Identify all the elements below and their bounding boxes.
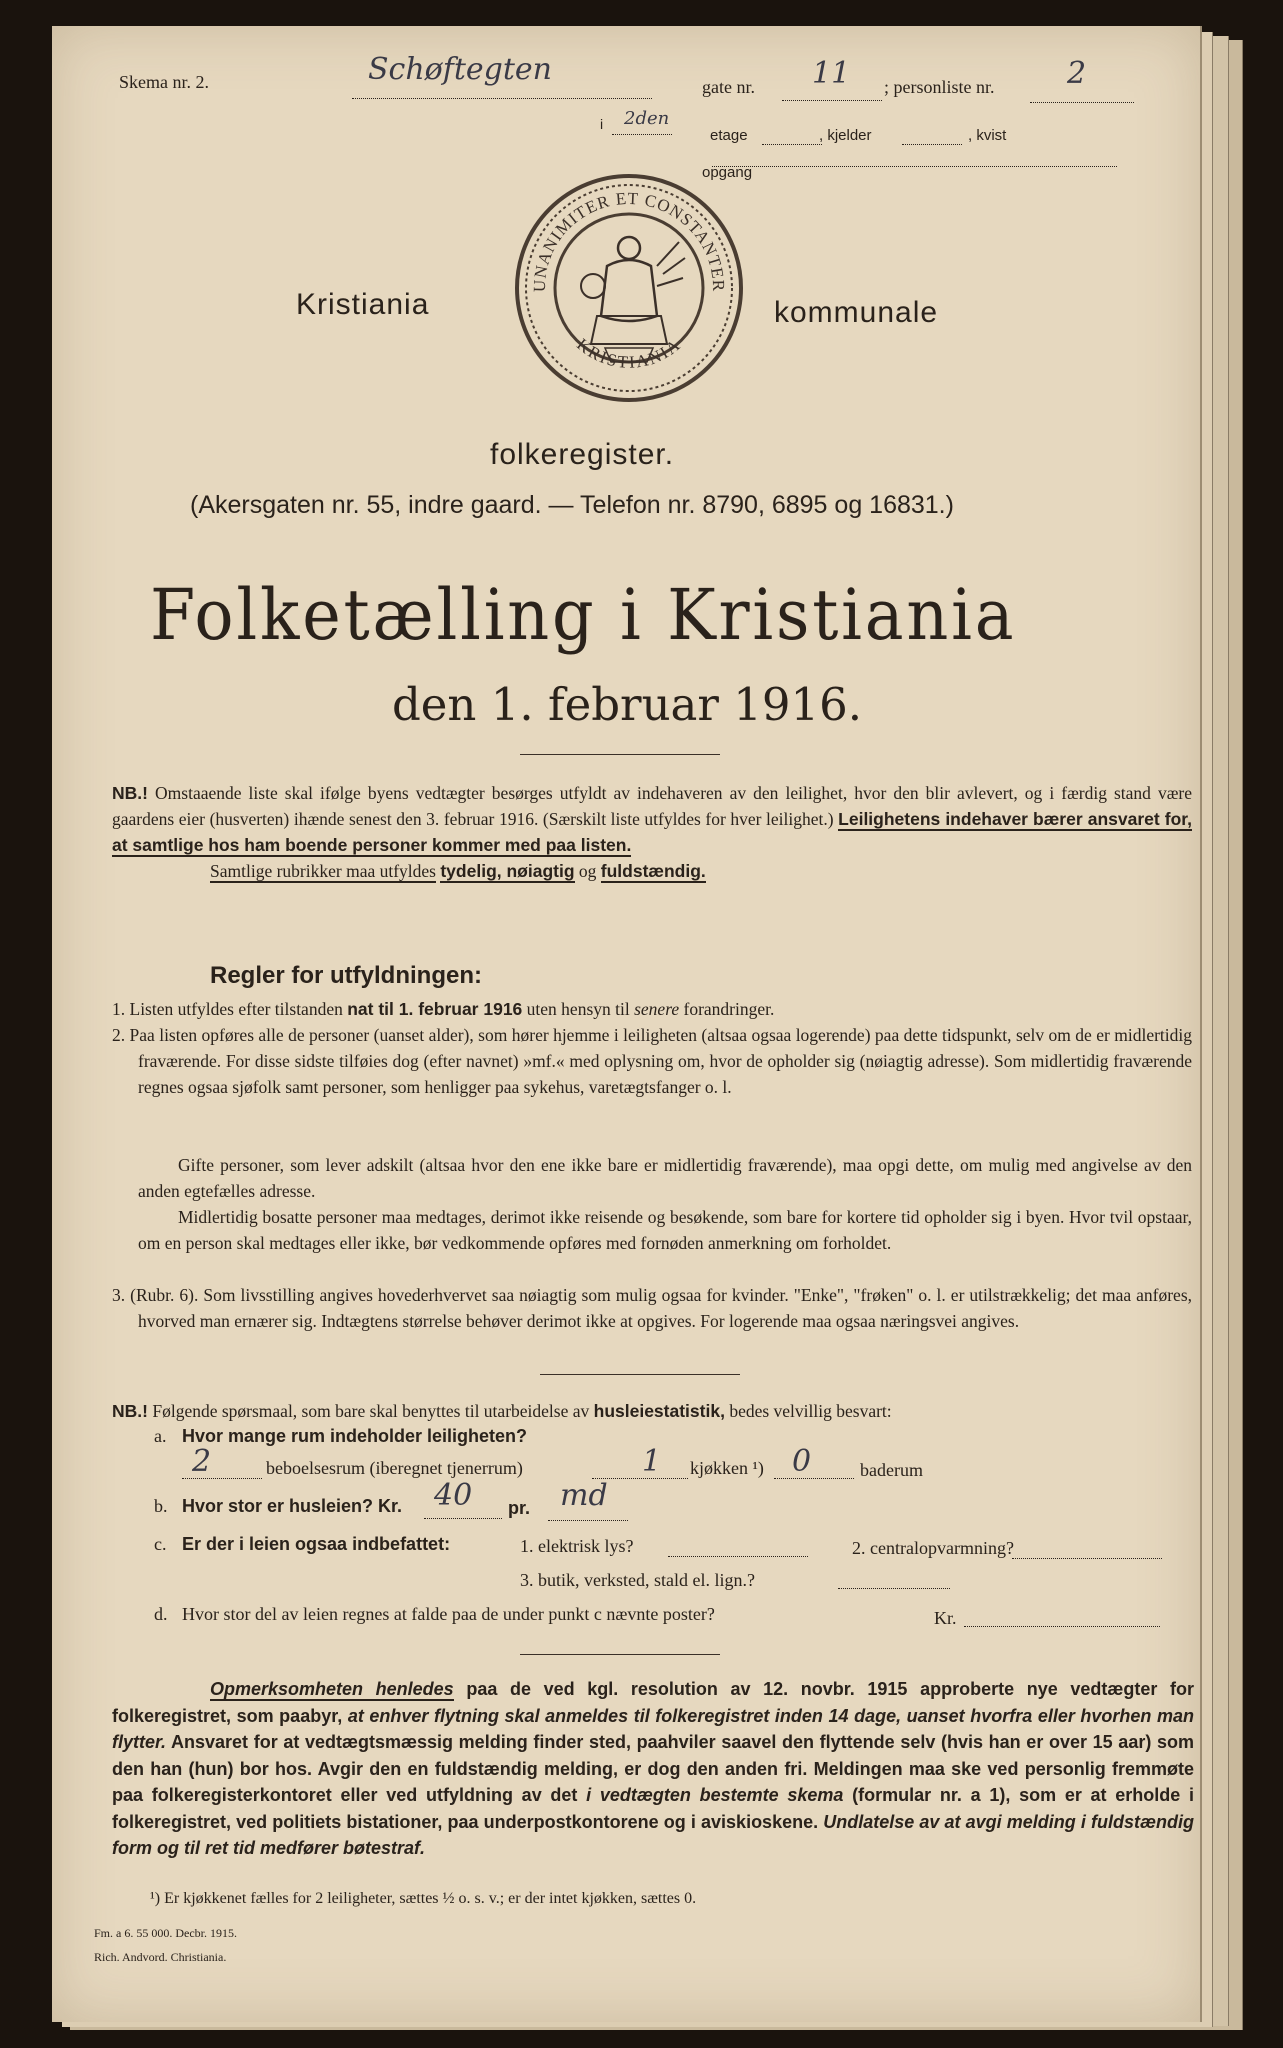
kvist-line: [902, 144, 962, 145]
main-title: Folketælling i Kristiania: [150, 574, 1017, 656]
rule-number: 2.: [112, 1025, 126, 1045]
imprint-line2: Rich. Andvord. Christiania.: [94, 1950, 227, 1964]
street-name-handwritten: Schøftegten: [368, 52, 552, 87]
d-line: [964, 1626, 1160, 1627]
question-d-kr: Kr.: [934, 1608, 957, 1628]
kvist-label: , kvist: [968, 127, 1007, 144]
i-label: i: [600, 116, 604, 132]
rule-bold: nat til 1. februar 1916: [347, 999, 523, 1019]
census-form: [52, 26, 1202, 2022]
personliste-line: [1030, 102, 1134, 103]
personliste-label: ; personliste nr.: [884, 77, 995, 97]
rule-2: [112, 1022, 1192, 1100]
nb-line2-d: fuldstændig.: [600, 861, 706, 881]
rule-text: forandringer.: [683, 999, 775, 1019]
street-line: [352, 98, 652, 99]
kjelder-line: [762, 144, 822, 145]
nb-notice-1: [112, 780, 1192, 884]
kristiania-seal-icon: [507, 166, 752, 411]
office-name: folkeregister.: [490, 438, 675, 471]
divider: [540, 1374, 740, 1375]
rule-italic: senere: [634, 999, 680, 1019]
rent-period: md: [560, 1478, 608, 1513]
rule-2-bosatte: [138, 1204, 1192, 1256]
etage-handwritten: 2den: [624, 108, 670, 129]
nb2-intro: Følgende spørsmaal, som bare skal benyttes til utarbeidelse av: [152, 1401, 590, 1421]
opgang-line: [712, 166, 1117, 167]
notice-text: paa de ved kgl. resolution av 12. novbr. 1915 approberte nye vedtægter for folkeregistret, som paabyr,: [112, 1679, 1194, 1726]
rent-value: 40: [434, 1478, 473, 1513]
rule-text: Paa listen opføres alle de personer (uanset alder), som hører hjemme i leiligheten (altsaa ogsaa logerende) paa dette tidspunkt, selv om de er midlertidig fraværende. For disse sidste tilføies dog (efter navnet) »mf.« med oplysning om, hvor de opholder sig (nøiagtig adresse). Som midlertidig fraværende regnes ogsaa sjøfolk samt personer, som henligger paa sykehus, varetægtsfanger o. l.: [129, 1025, 1192, 1097]
nb-text: Omstaaende liste skal ifølge byens vedtægter besørges utfyldt av indehaveren av den leilighet, hvor den blir avlevert, og i færdig stand være gaardens eier (husverten) ihænde senest den 3. februar 1916. (Særskilt liste utfyldes for hver leilighet.): [112, 783, 1192, 829]
nb-line2-c: og: [578, 861, 597, 881]
nb2-intro: bedes velvillig besvart:: [729, 1401, 892, 1421]
rooms-value: 2: [192, 1444, 212, 1479]
rule-text: Midlertidig bosatte personer maa medtages, derimot ikke reisende og besøkende, som bare for kortere tid opholder sig i byen. Hvor tvil opstaar, om en person skal medtages eller ikke, bør vedkommende opføres med fornøden anmerkning om forholdet.: [138, 1207, 1192, 1253]
c1-line: [668, 1556, 808, 1557]
question-c2: 2. centralopvarmning?: [852, 1538, 1014, 1558]
seal-bottom-text: KRISTIANIA: [573, 334, 685, 372]
notice-text: Ansvaret for at vedtægtsmæssig melding finder sted, paahviler saavel den flyttende selv (hvis han er over 15 aar) som den han (hun) bor hos. Avgir den en fuldstændig melding, er dog den anden fri. Meldingen maa ske ved personlig fremmøte paa folkeregisterkontoret eller ved utfyldning av det: [112, 1732, 1194, 1805]
rule-1: [112, 996, 1192, 1022]
rent-per: pr.: [508, 1498, 531, 1518]
office-left: Kristiania: [296, 288, 430, 321]
rule-3: [112, 1282, 1192, 1334]
rule-2-gifte: [138, 1152, 1192, 1204]
gate-number-handwritten: 11: [812, 56, 851, 91]
question-d-label: d.: [154, 1604, 168, 1624]
etage-line: [612, 134, 672, 135]
question-d: Hvor stor del av leien regnes at falde paa de under punkt c nævnte poster?: [182, 1604, 715, 1624]
skema-number: Skema nr. 2.: [119, 72, 209, 92]
question-c: Er der i leien ogsaa indbefattet:: [182, 1534, 451, 1554]
question-a: Hvor mange rum indeholder leiligheten?: [182, 1426, 528, 1446]
seal-top-text: UNANIMITER ET CONSTANTER: [529, 188, 729, 293]
nb-label: NB.!: [112, 1401, 148, 1421]
nb-line2-b: tydelig, nøiagtig: [440, 861, 575, 881]
rent-period-line: [548, 1520, 628, 1521]
rule-text: uten hensyn til: [526, 999, 630, 1019]
rule-text: (Rubr. 6). Som livsstilling angives hovederhvervet saa nøiagtig som mulig ogsaa for kvinder. "Enke", "frøken" o. l. er utilstrækkelig; det maa anføres, hvorved man ernærer sig. Indtægtens størrelse behøver derimot ikke at opgives. For logerende maa ogsaa næringsvei angives.: [130, 1285, 1193, 1331]
rent-line: [424, 1518, 502, 1519]
c2-line: [1012, 1558, 1162, 1559]
bath-line: [774, 1478, 854, 1479]
kitchen-label: kjøkken ¹): [690, 1458, 764, 1478]
rule-text: Gifte personer, som lever adskilt (altsaa hvor den ene ikke bare er midlertidig fraværende), maa opgi dette, om mulig med angivelse av den anden egtefælles adresse.: [138, 1155, 1192, 1201]
divider: [520, 754, 720, 755]
notice-italic: Undlatelse av at avgi melding i fuldstændig form og til ret tid medfører bøtestraf.: [112, 1811, 1194, 1858]
nb-line2-a: Samtlige rubrikker maa utfyldes: [210, 861, 436, 881]
footnote: ¹) Er kjøkkenet fælles for 2 leiligheter, sættes ½ o. s. v.; er der intet kjøkken, sættes 0.: [150, 1890, 697, 1907]
svg-text:KRISTIANIA: [573, 335, 685, 372]
rooms-label: beboelsesrum (iberegnet tjenerrum): [266, 1458, 523, 1478]
kjelder-label: , kjelder: [819, 127, 872, 144]
svg-text:UNANIMITER ET CONSTANTER: [530, 189, 728, 292]
title-date: den 1. februar 1916.: [392, 678, 863, 731]
c3-line: [838, 1588, 950, 1589]
question-a-label: a.: [154, 1426, 167, 1446]
nb-label: NB.!: [112, 783, 148, 803]
question-c3: 3. butik, verksted, stald el. lign.?: [520, 1570, 755, 1590]
imprint-line1: Fm. a 6. 55 000. Decbr. 1915.: [94, 1926, 237, 1940]
bath-value: 0: [792, 1444, 812, 1479]
etage-label: etage: [710, 127, 748, 144]
opgang-label: opgang: [702, 164, 753, 181]
notice-italic: at enhver flytning skal anmeldes til folkeregistret inden 14 dage, uanset hvorfra eller hvorhen man flytter.: [112, 1705, 1194, 1752]
notice-head: Opmerksomheten henledes: [210, 1679, 454, 1699]
nb-responsibility: Leilighetens indehaver bærer ansvaret for, at samtlige hos ham boende personer kommer med paa listen.: [112, 809, 1193, 855]
nb-notice-2: [112, 1398, 1192, 1424]
gate-line: [782, 100, 882, 101]
notice-text: (formular nr. a 1), som er at erholde i folkeregistret, ved politiets bistationer, paa underpostkontorene og i aviskioskene.: [112, 1785, 1195, 1832]
rule-number: 1.: [112, 999, 126, 1019]
personliste-number-handwritten: 2: [1067, 56, 1087, 91]
nb2-intro-bold: husleiestatistik,: [593, 1401, 725, 1421]
question-c-label: c.: [154, 1534, 167, 1554]
rule-number: 3.: [112, 1285, 126, 1305]
question-b: Hvor stor er husleien? Kr.: [182, 1496, 403, 1516]
question-b-label: b.: [154, 1496, 168, 1516]
kitchen-value: 1: [642, 1444, 662, 1479]
rooms-line: [182, 1478, 262, 1479]
office-right: kommunale: [774, 296, 939, 329]
office-address: (Akersgaten nr. 55, indre gaard. — Telefon nr. 8790, 6895 og 16831.): [190, 491, 954, 519]
rules-heading: Regler for utfyldningen:: [210, 962, 482, 989]
rule-text: Listen utfyldes efter tilstanden: [129, 999, 343, 1019]
bath-label: baderum: [860, 1460, 923, 1480]
divider: [520, 1654, 720, 1655]
moving-notice: [112, 1676, 1194, 1862]
question-c1: 1. elektrisk lys?: [520, 1536, 634, 1556]
notice-italic: i vedtægten bestemte skema: [586, 1785, 844, 1805]
gate-label: gate nr.: [702, 77, 755, 97]
